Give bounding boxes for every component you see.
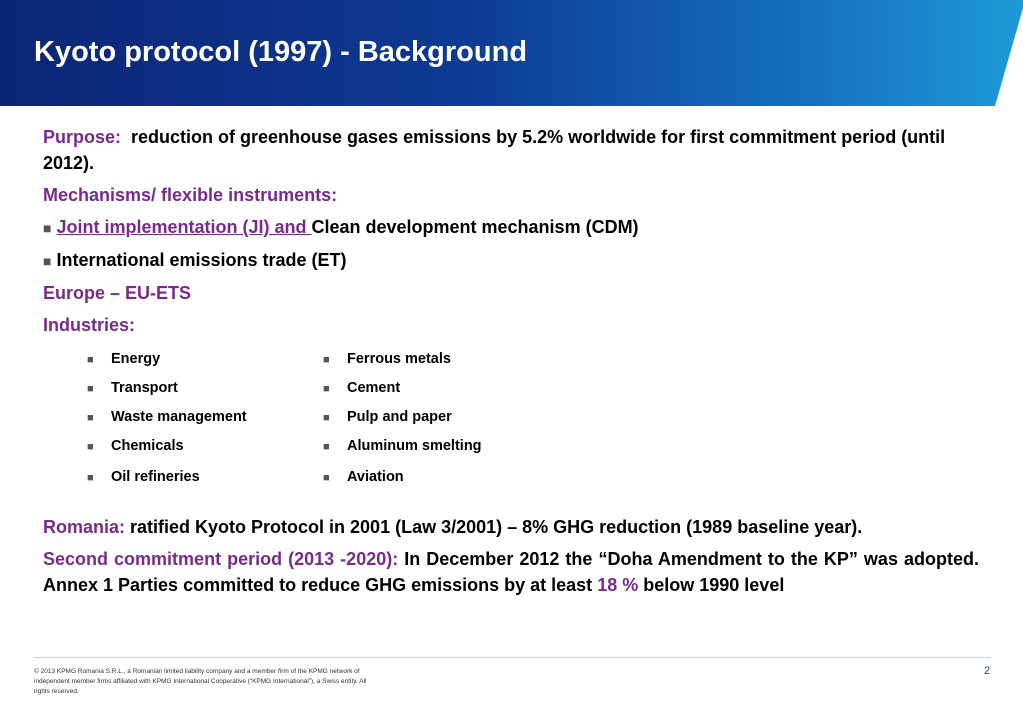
- mechanisms-item-2: [43, 247, 979, 274]
- copyright-notice: © 2013 KPMG Romania S.R.L., a Romanian limited liability company and a member firm of the KPMG network of independent member firms affiliated with KPMG International Cooperative (“KPMG International”), a Swiss entity. All rights reserved.: [34, 668, 367, 695]
- romania-label: Romania:: [43, 517, 126, 537]
- purpose-label: Purpose:: [43, 127, 122, 147]
- purpose-paragraph: [43, 124, 979, 176]
- purpose-text: reduction of greenhouse gases emissions by 5.2% worldwide for first commitment period (until 2012).: [43, 127, 946, 173]
- mechanisms-item-1: [43, 214, 979, 241]
- list-item: ■ Cement: [323, 380, 401, 396]
- second-period-label: Second commitment period (2013 -2020):: [43, 549, 399, 569]
- second-period-text: In December 2012 the “Doha Amendment to the KP” was adopted. Annex 1 Parties committed to reduce GHG emissions by at least: [43, 549, 979, 595]
- square-bullet-icon: ■: [87, 441, 94, 453]
- list-item: ■ Waste management: [87, 409, 247, 425]
- square-bullet-icon: ■: [323, 383, 330, 395]
- square-bullet-icon: ■: [323, 354, 330, 366]
- square-bullet-icon: ■: [87, 354, 94, 366]
- list-item: ■ Aviation: [323, 469, 404, 485]
- list-item: ■ Ferrous metals: [323, 351, 451, 367]
- europe-heading: Europe – EU-ETS: [43, 283, 192, 303]
- second-period-paragraph: [43, 546, 979, 598]
- list-item: ■ Aluminum smelting: [323, 438, 482, 454]
- square-bullet-icon: ■: [323, 412, 330, 424]
- square-bullet-icon: ■: [87, 472, 94, 484]
- square-bullet-icon: ■: [43, 253, 52, 269]
- emissions-trade-text: International emissions trade (ET): [56, 250, 347, 270]
- joint-implementation-link[interactable]: Joint implementation (JI) and: [56, 217, 312, 237]
- reduction-highlight: 18 %: [597, 575, 639, 595]
- romania-text: ratified Kyoto Protocol in 2001 (Law 3/2001) – 8% GHG reduction (1989 baseline year).: [130, 517, 863, 537]
- industries-heading: Industries:: [43, 315, 136, 335]
- list-item: ■ Transport: [87, 380, 178, 396]
- square-bullet-icon: ■: [87, 412, 94, 424]
- second-period-text-end: below 1990 level: [643, 575, 785, 595]
- romania-paragraph: [43, 514, 979, 540]
- footer-divider: [34, 657, 991, 658]
- page-title: Kyoto protocol (1997) - Background: [34, 36, 528, 68]
- list-item: ■ Pulp and paper: [323, 409, 452, 425]
- list-item: ■ Chemicals: [87, 438, 184, 454]
- list-item: ■ Energy: [87, 351, 161, 367]
- main-content: [43, 124, 979, 344]
- square-bullet-icon: ■: [43, 220, 52, 236]
- square-bullet-icon: ■: [87, 383, 94, 395]
- list-item: ■ Oil refineries: [87, 469, 200, 485]
- bottom-content: [43, 514, 979, 604]
- square-bullet-icon: ■: [323, 441, 330, 453]
- page-number: 2: [984, 665, 991, 677]
- cdm-text: Clean development mechanism (CDM): [311, 217, 639, 237]
- mechanisms-heading: Mechanisms/ flexible instruments:: [43, 185, 338, 205]
- square-bullet-icon: ■: [323, 472, 330, 484]
- slide-header: [0, 0, 1023, 106]
